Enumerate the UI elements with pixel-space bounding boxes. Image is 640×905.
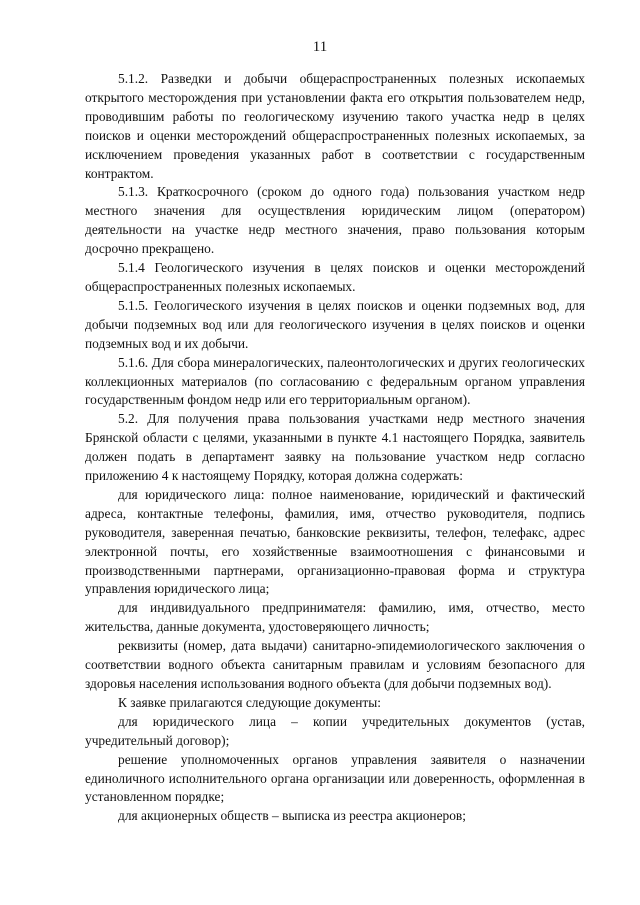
paragraph-entrepreneur-requirements: для индивидуального предпринимателя: фамилию, имя, отчество, место жительства, данные документа, удостоверяющего личность;	[85, 600, 585, 635]
paragraph-attached-documents-intro: К заявке прилагаются следующие документы:	[118, 694, 382, 710]
paragraph-5-1-3: 5.1.3. Краткосрочного (сроком до одного года) пользования участком недр местного значения для осуществления юридическим лицом (оператором) деятельности на участке недр местного значения, право пользования которым досрочно прекращено.	[85, 184, 585, 257]
paragraph-5-1-2: 5.1.2. Разведки и добычи общераспространенных полезных ископаемых открытого месторождения при установлении факта его открытия пользователем недр, проводившим работы по геологическому изучению такого участка недр в целях поисков и оценки месторождений общераспространенных полезных ископаемых, за исключением проведения указанных работ в соответствии с государственным контрактом.	[85, 71, 585, 181]
paragraph-5-1-5: 5.1.5. Геологического изучения в целях поисков и оценки подземных вод, для добычи подземных вод или для геологического изучения в целях поисков и оценки подземных вод и их добычи.	[85, 297, 585, 351]
paragraph-5-2: 5.2. Для получения права пользования участками недр местного значения Брянской области с целями, указанными в пункте 4.1 настоящего Порядка, заявитель должен подать в департамент заявку на пользование участком недр согласно приложению 4 к настоящему Порядку, которая должна содержать:	[85, 411, 585, 484]
paragraph-legal-entity-requirements: для юридического лица: полное наименование, юридический и фактический адреса, контактные телефоны, фамилия, имя, отчество руководителя, подпись руководителя, заверенная печатью, банковские реквизиты, телефон, телефакс, адрес электронной почты, его хозяйственные взаимоотношения с финансовыми и производственными партнерами, организационно-правовая форма и структура управления юридического лица;	[85, 486, 585, 597]
document-body	[85, 70, 585, 826]
paragraph-legal-entity-documents: для юридического лица – копии учредительных документов (устав, учредительный договор);	[85, 713, 585, 748]
paragraph-sanitary-conclusion: реквизиты (номер, дата выдачи) санитарно-эпидемиологического заключения о соответствии водного объекта санитарным правилам и условиям безопасного для здоровья населения использования водного объекта (для добычи подземных вод).	[85, 638, 585, 691]
paragraph-5-1-6: 5.1.6. Для сбора минералогических, палеонтологических и других геологических коллекционных материалов (по согласованию с федеральным органом управления государственным фондом недр или его территориальным органом).	[85, 354, 585, 408]
paragraph-5-1-4: 5.1.4 Геологического изучения в целях поисков и оценки месторождений общераспространенных полезных ископаемых.	[85, 260, 585, 294]
paragraph-executive-appointment: решение уполномоченных органов управления заявителя о назначении единоличного исполнительного органа организации или доверенность, оформленная в установленном порядке;	[85, 751, 585, 805]
page-number: 11	[312, 39, 328, 55]
paragraph-joint-stock-extract: для акционерных обществ – выписка из реестра акционеров;	[118, 808, 466, 824]
